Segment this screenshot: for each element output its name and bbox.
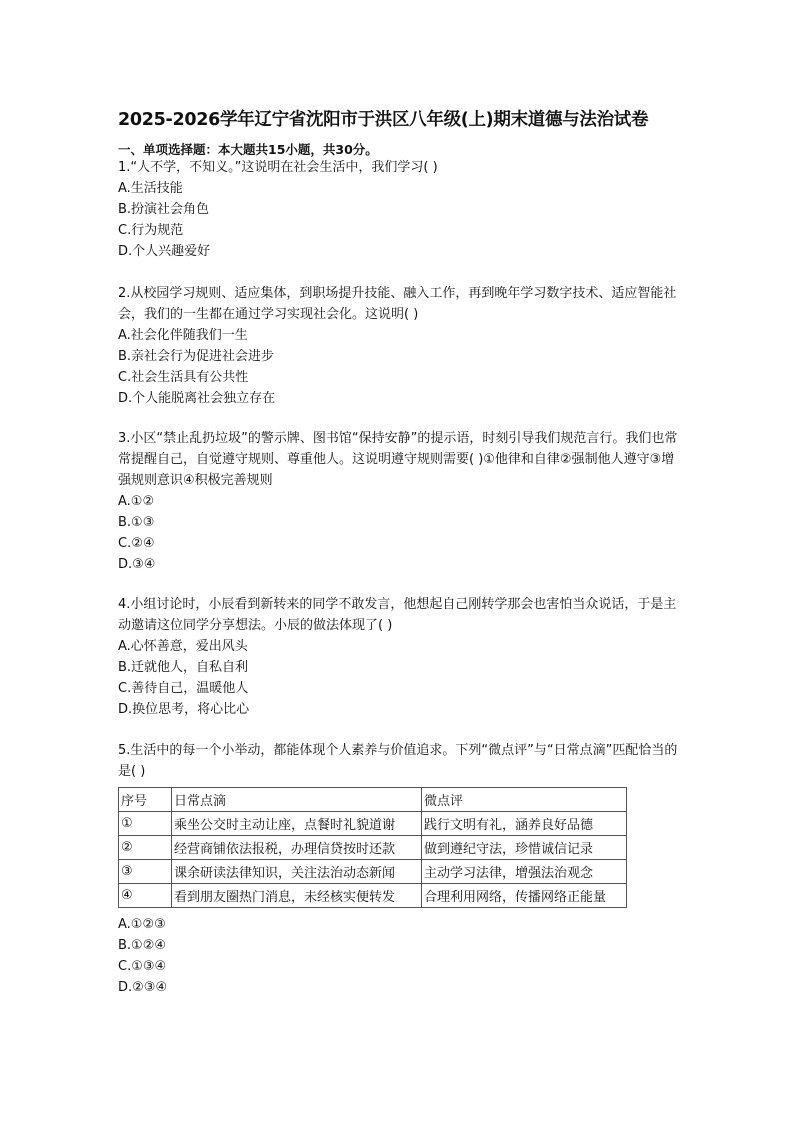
question-stem: 1.“人不学，不知义。”这说明在社会生活中，我们学习( ) [118,160,438,175]
option-b[interactable]: B.①②④ [118,938,167,953]
question-stem: 5.生活中的每一个小举动，都能体现个人素养与价值追求。下列“微点评”与“日常点滴”匹配恰当的是( ) [118,743,678,779]
table-cell: 践行文明有礼，涵养良好品德 [422,812,627,836]
table-row [119,812,627,836]
option-b[interactable]: B.扮演社会角色 [118,202,210,217]
option-c[interactable]: C.②④ [118,536,155,551]
option-d[interactable]: D.个人兴趣爱好 [118,244,211,259]
question-5 [118,740,683,782]
option-d[interactable]: D.个人能脱离社会独立存在 [118,391,276,406]
question-stem: 2.从校园学习规则、适应集体，到职场提升技能、融入工作，再到晚年学习数字技术、适应智能社会，我们的一生都在通过学习实现社会化。这说明( ) [118,286,677,322]
table-row [119,884,627,908]
option-b[interactable]: B.迁就他人，自私自利 [118,660,249,675]
option-a[interactable]: A.心怀善意，爱出风头 [118,639,248,654]
table-row [119,836,627,860]
table-cell: ③ [119,860,172,884]
option-a[interactable]: A.①② [118,494,155,509]
table-cell: 合理利用网络，传播网络正能量 [422,884,627,908]
table-cell: 做到遵纪守法，珍惜诚信记录 [422,836,627,860]
question-2 [118,283,683,409]
section-heading: 一、单项选择题：本大题共15小题，共30分。 [118,142,378,157]
exam-title: 2025-2026学年辽宁省沈阳市于洪区八年级(上)期末道德与法治试卷 [118,110,649,130]
option-d[interactable]: D.③④ [118,557,156,572]
option-a[interactable]: A.生活技能 [118,181,183,196]
option-c[interactable]: C.善待自己，温暖他人 [118,681,249,696]
table-cell: ① [119,812,172,836]
option-d[interactable]: D.②③④ [118,980,168,995]
table-cell: 主动学习法律，增强法治观念 [422,860,627,884]
table-row [119,860,627,884]
question-5-options [118,914,683,998]
option-a[interactable]: A.①②③ [118,917,166,932]
table-cell: 课余研读法律知识，关注法治动态新闻 [172,860,422,884]
table-header-row [119,788,627,812]
table-cell: ② [119,836,172,860]
matching-table [118,787,627,908]
table-header: 微点评 [422,788,627,812]
question-3 [118,428,683,575]
question-1 [118,157,683,262]
table-cell: 看到朋友圈热门消息，未经核实便转发 [172,884,422,908]
option-d[interactable]: D.换位思考，将心比心 [118,702,250,717]
table-cell: 经营商铺依法报税，办理信贷按时还款 [172,836,422,860]
table-cell: 乘坐公交时主动让座，点餐时礼貌道谢 [172,812,422,836]
table-header: 日常点滴 [172,788,422,812]
option-b[interactable]: B.亲社会行为促进社会进步 [118,349,275,364]
table-cell: ④ [119,884,172,908]
question-stem: 4.小组讨论时，小辰看到新转来的同学不敢发言，他想起自己刚转学那会也害怕当众说话，于是主动邀请这位同学分享想法。小辰的做法体现了( ) [118,597,677,633]
option-c[interactable]: C.行为规范 [118,223,184,238]
option-c[interactable]: C.①③④ [118,959,167,974]
question-4 [118,594,683,720]
table-header: 序号 [119,788,172,812]
option-c[interactable]: C.社会生活具有公共性 [118,370,249,385]
option-a[interactable]: A.社会化伴随我们一生 [118,328,248,343]
question-stem: 3.小区“禁止乱扔垃圾”的警示牌、图书馆“保持安静”的提示语，时刻引导我们规范言行。我们也常常提醒自己，自觉遵守规则、尊重他人。这说明遵守规则需要( )①他律和自律②强制他人遵守③增强规则意识④积极完善规则 [118,431,678,488]
option-b[interactable]: B.①③ [118,515,155,530]
